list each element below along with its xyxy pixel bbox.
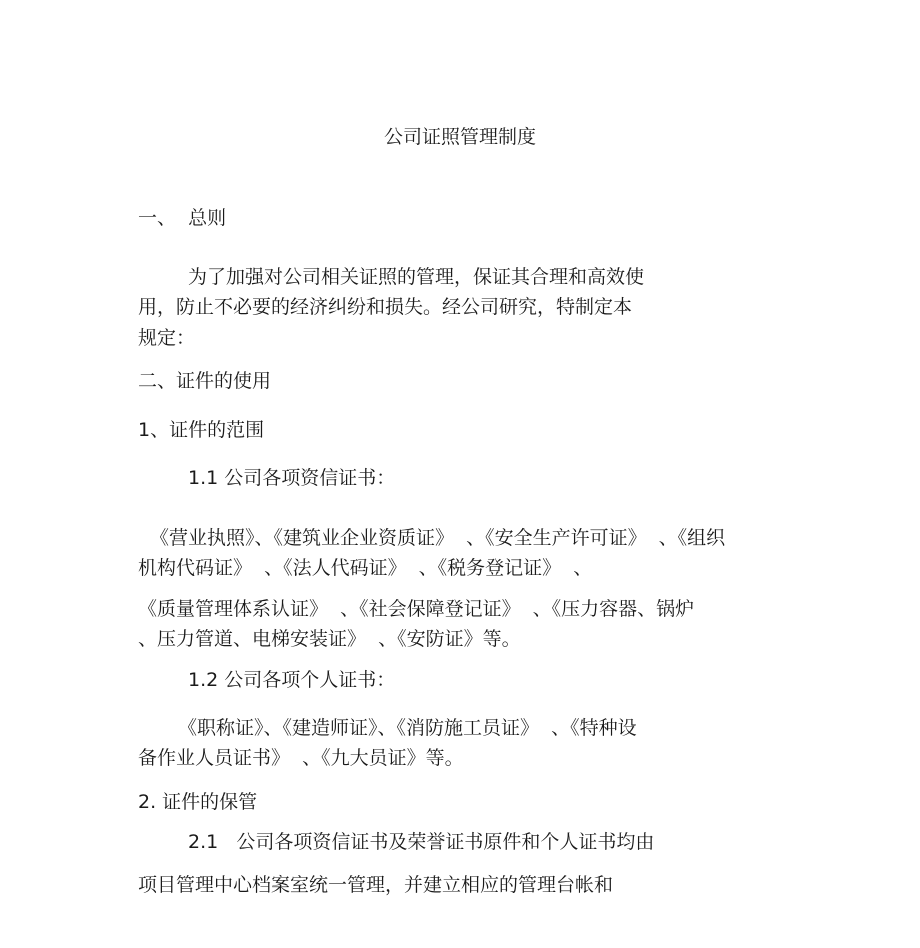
- company-certs-line: 《营业执照》、《建筑业企业资质证》 、《安全生产许可证》 、《组织: [150, 527, 726, 549]
- custody-paragraph-line: 项目管理中心档案室统一管理，并建立相应的管理台帐和: [138, 874, 614, 896]
- subsection-heading-company-certs: 1.1 公司各项资信证书：: [188, 467, 396, 489]
- custody-paragraph-line: 2.1 公司各项资信证书及荣誉证书原件和个人证书均由: [188, 831, 655, 853]
- intro-paragraph-line: 用，防止不必要的经济纠纷和损失。经公司研究，特制定本: [138, 296, 633, 318]
- company-certs-line: 机构代码证》 、《法人代码证》 、《税务登记证》 、: [138, 557, 593, 579]
- subsection-heading-scope: 1、证件的范围: [138, 419, 265, 441]
- company-certs-line: 、压力管道、电梯安装证》 、《安防证》等。: [138, 628, 521, 650]
- intro-paragraph-line: 规定：: [138, 327, 196, 349]
- section-heading-usage: 二、证件的使用: [138, 370, 272, 392]
- document-title: 公司证照管理制度: [384, 126, 537, 148]
- personal-certs-line: 备作业人员证书》 、《九大员证》等。: [138, 747, 464, 769]
- personal-certs-line: 《职称证》、《建造师证》、《消防施工员证》 、《特种设: [178, 717, 637, 739]
- company-certs-line: 《质量管理体系认证》 、《社会保障登记证》 、《压力容器、锅炉: [138, 598, 695, 620]
- section-heading-general: 一、 总则: [138, 207, 227, 229]
- intro-paragraph-line: 为了加强对公司相关证照的管理，保证其合理和高效使: [188, 266, 645, 288]
- subsection-heading-custody: 2. 证件的保管: [138, 791, 258, 813]
- subsection-heading-personal-certs: 1.2 公司各项个人证书：: [188, 669, 396, 691]
